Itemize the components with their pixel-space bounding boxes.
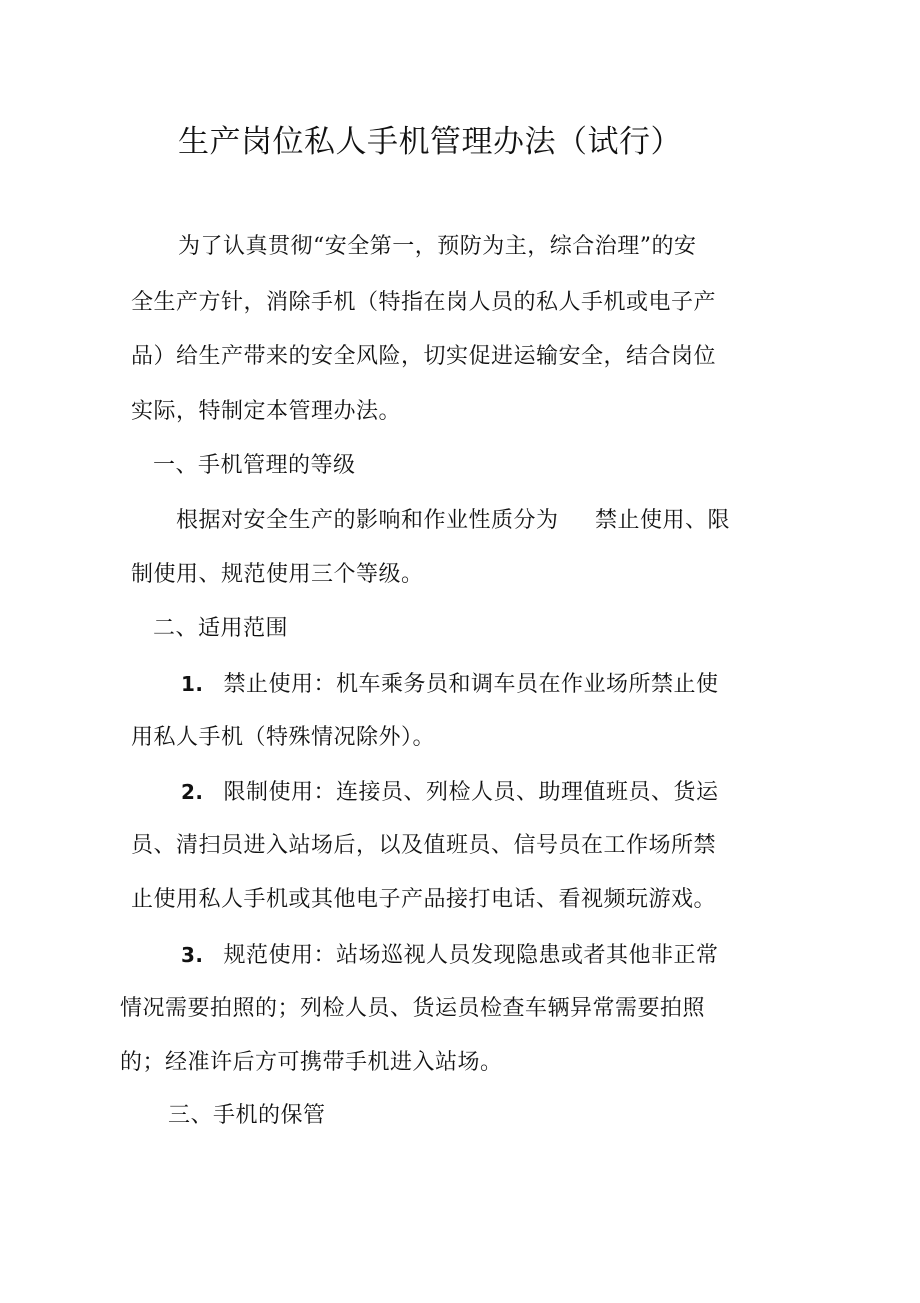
section-2-item-1-line-2: 用私人手机（特殊情况除外）。 xyxy=(131,725,436,750)
intro-line-2: 全生产方针，消除手机（特指在岗人员的私人手机或电子产 xyxy=(131,290,717,315)
section-1-heading: 一、手机管理的等级 xyxy=(153,453,356,478)
item-1-text-line-1: 禁止使用：机车乘务员和调车员在作业场所禁止使 xyxy=(223,672,719,697)
section-2-item-1-line-1 xyxy=(181,669,719,700)
section-2-item-2-line-2: 员、清扫员进入站场后，以及值班员、信号员在工作场所禁 xyxy=(131,833,717,858)
item-3-number: 3. xyxy=(181,943,204,967)
section-2-item-3-line-3: 的；经准许后方可携带手机进入站场。 xyxy=(120,1050,503,1075)
document-title: 生产岗位私人手机管理办法（试行） xyxy=(178,124,682,160)
section-3-heading: 三、手机的保管 xyxy=(168,1103,326,1128)
item-2-text-line-1: 限制使用：连接员、列检人员、助理值班员、货运 xyxy=(223,780,719,805)
section-1-para-line-1b: 禁止使用、限 xyxy=(595,508,731,533)
item-2-number: 2. xyxy=(181,780,204,804)
section-2-item-2-line-3: 止使用私人手机或其他电子产品接打电话、看视频玩游戏。 xyxy=(131,887,717,912)
section-2-item-3-line-2: 情况需要拍照的；列检人员、货运员检查车辆异常需要拍照 xyxy=(120,996,706,1021)
section-2-item-3-line-1 xyxy=(181,940,719,971)
section-2-heading: 二、适用范围 xyxy=(153,616,289,641)
section-1-para-line-2: 制使用、规范使用三个等级。 xyxy=(131,562,424,587)
intro-line-3: 品）给生产带来的安全风险，切实促进运输安全，结合岗位 xyxy=(131,344,717,369)
intro-line-4: 实际，特制定本管理办法。 xyxy=(131,399,402,424)
intro-line-1: 为了认真贯彻“安全第一，预防为主，综合治理”的安 xyxy=(178,234,697,259)
section-2-item-2-line-1 xyxy=(181,777,719,808)
section-1-para-line-1a: 根据对安全生产的影响和作业性质分为 xyxy=(176,508,559,533)
item-1-number: 1. xyxy=(181,672,204,696)
item-3-text-line-1: 规范使用：站场巡视人员发现隐患或者其他非正常 xyxy=(223,943,719,968)
